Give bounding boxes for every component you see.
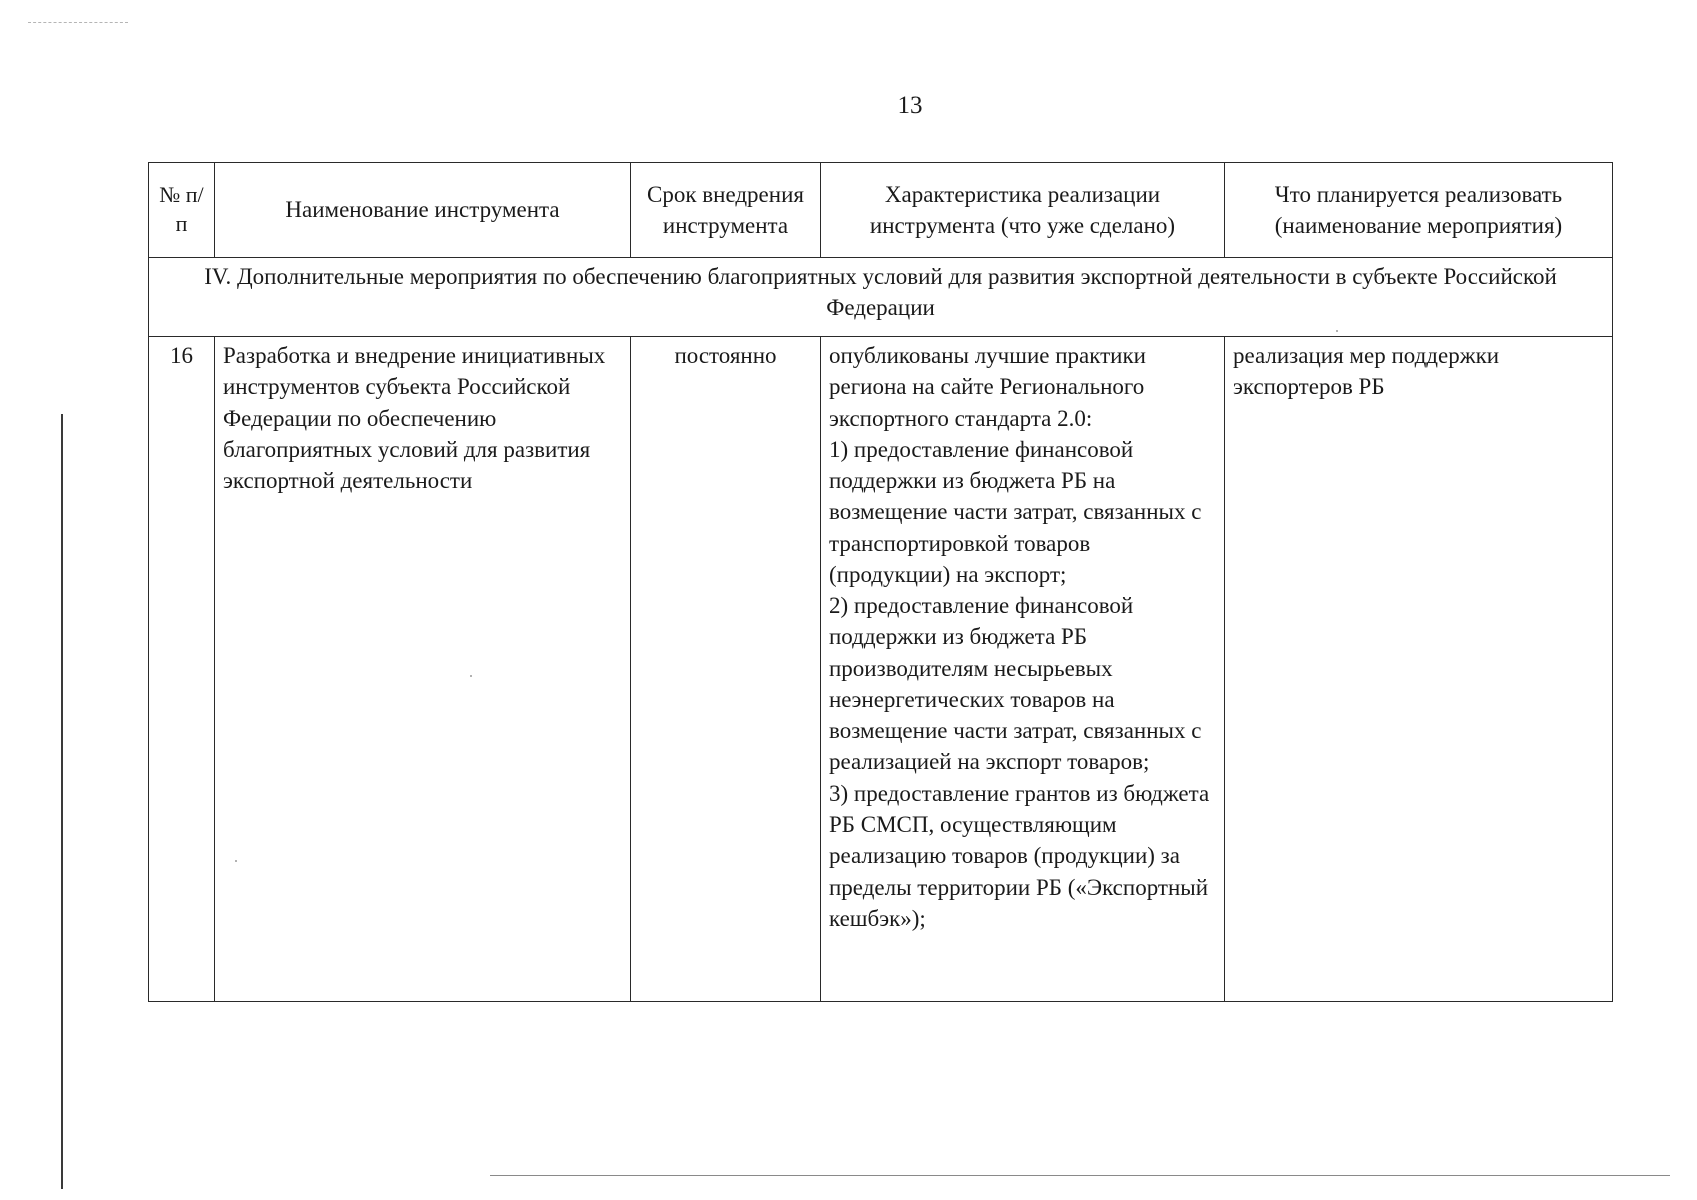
table-header-row <box>149 163 1613 258</box>
header-instrument-name: Наименование инструмента <box>215 163 631 258</box>
scan-artifact-top <box>28 22 128 23</box>
scan-artifact-left-edge <box>61 414 63 1189</box>
header-num: № п/п <box>149 163 215 258</box>
measures-table <box>148 162 1613 1002</box>
table-row <box>149 337 1613 1002</box>
header-plan: Что планируется реализовать (наименование мероприятия) <box>1225 163 1613 258</box>
row-num: 16 <box>149 337 215 1002</box>
header-term: Срок внедрения инструмента <box>631 163 821 258</box>
header-characteristic: Характеристика реализации инструмента (что уже сделано) <box>821 163 1225 258</box>
page-number: 13 <box>897 92 923 119</box>
row-characteristic: опубликованы лучшие практики региона на сайте Регионального экспортного стандарта 2.0: 1) предоставление финансовой поддержки из бюджета РБ на возмещение части затрат, связанных с транспортировкой товаров (продукции) на экспорт; 2) предоставление финансовой поддержки из бюджета РБ производителям несырьевых неэнергетических товаров на возмещение части затрат, связанных с реализацией на экспорт товаров; 3) предоставление грантов из бюджета РБ СМСП, осуществляющим реализацию товаров (продукции) за пределы территории РБ («Экспортный кешбэк»); <box>821 337 1225 1002</box>
row-plan: реализация мер поддержки экспортеров РБ <box>1225 337 1613 1002</box>
section-title: IV. Дополнительные мероприятия по обеспечению благоприятных условий для развития экспортной деятельности в субъекте Российской Федерации <box>149 258 1613 337</box>
row-instrument-name: Разработка и внедрение инициативных инструментов субъекта Российской Федерации по обеспечению благоприятных условий для развития экспортной деятельности <box>215 337 631 1002</box>
scan-artifact-bottom-edge <box>490 1175 1670 1176</box>
row-term: постоянно <box>631 337 821 1002</box>
section-row <box>149 258 1613 337</box>
